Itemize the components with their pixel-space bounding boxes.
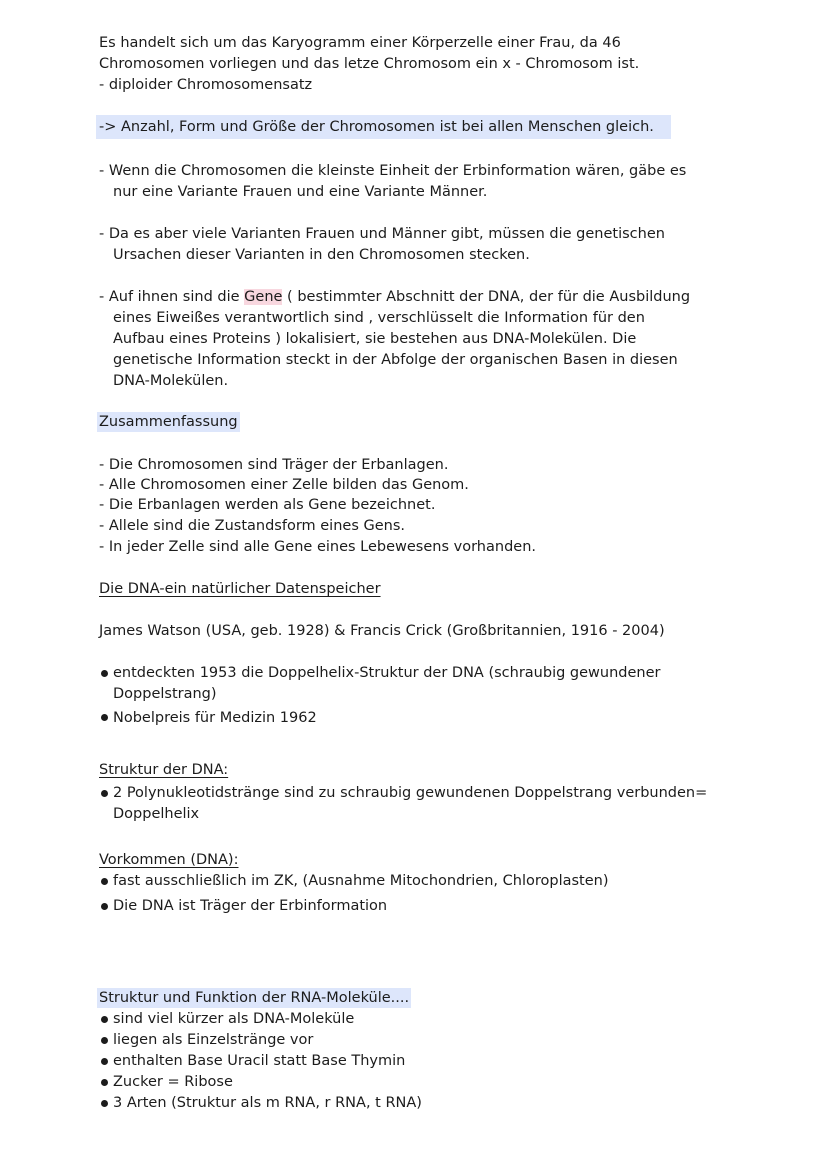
bullet-dot <box>101 1058 108 1065</box>
bullet-dot <box>101 1079 108 1086</box>
dna-authors: James Watson (USA, geb. 1928) & Francis Crick (Großbritannien, 1916 - 2004) <box>99 623 665 639</box>
para3-line-1-pre: - Auf ihnen sind die <box>99 289 245 305</box>
highlight-statement: -> Anzahl, Form und Größe der Chromosomen ist bei allen Menschen gleich. <box>99 119 654 135</box>
dna-bullet-1-line-1: entdeckten 1953 die Doppelhelix-Struktur der DNA (schraubig gewundener <box>113 665 661 681</box>
summary-item: - Die Chromosomen sind Träger der Erbanlagen. <box>99 457 449 473</box>
bullet-dot <box>101 1037 108 1044</box>
occurrence-heading: Vorkommen (DNA): <box>99 852 239 868</box>
intro-line-1: Es handelt sich um das Karyogramm einer Körperzelle einer Frau, da 46 <box>99 35 621 51</box>
intro-line-3: - diploider Chromosomensatz <box>99 77 313 93</box>
intro-line-2: Chromosomen vorliegen und das letze Chromosom ein x - Chromosom ist. <box>99 56 640 72</box>
structure-bullet-line-2: Doppelhelix <box>113 806 200 822</box>
rna-item: liegen als Einzelstränge vor <box>113 1032 314 1048</box>
rna-item: sind viel kürzer als DNA-Moleküle <box>113 1011 355 1027</box>
para3-line-4: genetische Information steckt in der Abfolge der organischen Basen in diesen <box>113 352 678 368</box>
dna-bullet-2: Nobelpreis für Medizin 1962 <box>113 710 317 726</box>
bullet-dot <box>101 714 108 721</box>
summary-item: - Allele sind die Zustandsform eines Gens. <box>99 518 405 534</box>
bullet-dot <box>101 878 108 885</box>
para3-line-3: Aufbau eines Proteins ) lokalisiert, sie bestehen aus DNA-Molekülen. Die <box>113 331 637 347</box>
bullet-dot <box>101 670 108 677</box>
structure-bullet-line-1: 2 Polynukleotidstränge sind zu schraubig gewundenen Doppelstrang verbunden= <box>113 785 708 801</box>
summary-item: - In jeder Zelle sind alle Gene eines Lebewesens vorhanden. <box>99 539 536 555</box>
dna-heading: Die DNA-ein natürlicher Datenspeicher <box>99 581 381 597</box>
bullet-dot <box>101 1100 108 1107</box>
para2-line-1: - Da es aber viele Varianten Frauen und Männer gibt, müssen die genetischen <box>99 226 665 242</box>
occurrence-bullet-2: Die DNA ist Träger der Erbinformation <box>113 898 388 914</box>
summary-item: - Alle Chromosomen einer Zelle bilden das Genom. <box>99 477 469 493</box>
rna-item: enthalten Base Uracil statt Base Thymin <box>113 1053 406 1069</box>
para3-line-1 <box>99 287 690 307</box>
para3-line-2: eines Eiweißes verantwortlich sind , verschlüsselt die Information für den <box>113 310 645 326</box>
para3-line-1-post: ( bestimmter Abschnitt der DNA, der für die Ausbildung <box>282 289 691 305</box>
bullet-dot <box>101 903 108 910</box>
structure-heading: Struktur der DNA: <box>99 762 229 778</box>
gene-highlight: Gene <box>244 289 283 305</box>
para1-line-2: nur eine Variante Frauen und eine Variante Männer. <box>113 184 488 200</box>
occurrence-bullet-1: fast ausschließlich im ZK, (Ausnahme Mitochondrien, Chloroplasten) <box>113 873 609 889</box>
summary-item: - Die Erbanlagen werden als Gene bezeichnet. <box>99 497 436 513</box>
dna-bullet-1-line-2: Doppelstrang) <box>113 686 217 702</box>
rna-item: Zucker = Ribose <box>113 1074 233 1090</box>
rna-item: 3 Arten (Struktur als m RNA, r RNA, t RNA) <box>113 1095 422 1111</box>
para2-line-2: Ursachen dieser Varianten in den Chromosomen stecken. <box>113 247 530 263</box>
para3-line-5: DNA-Molekülen. <box>113 373 229 389</box>
bullet-dot <box>101 790 108 797</box>
summary-heading: Zusammenfassung <box>99 414 238 430</box>
bullet-dot <box>101 1016 108 1023</box>
para1-line-1: - Wenn die Chromosomen die kleinste Einheit der Erbinformation wären, gäbe es <box>99 163 687 179</box>
rna-heading: Struktur und Funktion der RNA-Moleküle.... <box>99 990 410 1006</box>
